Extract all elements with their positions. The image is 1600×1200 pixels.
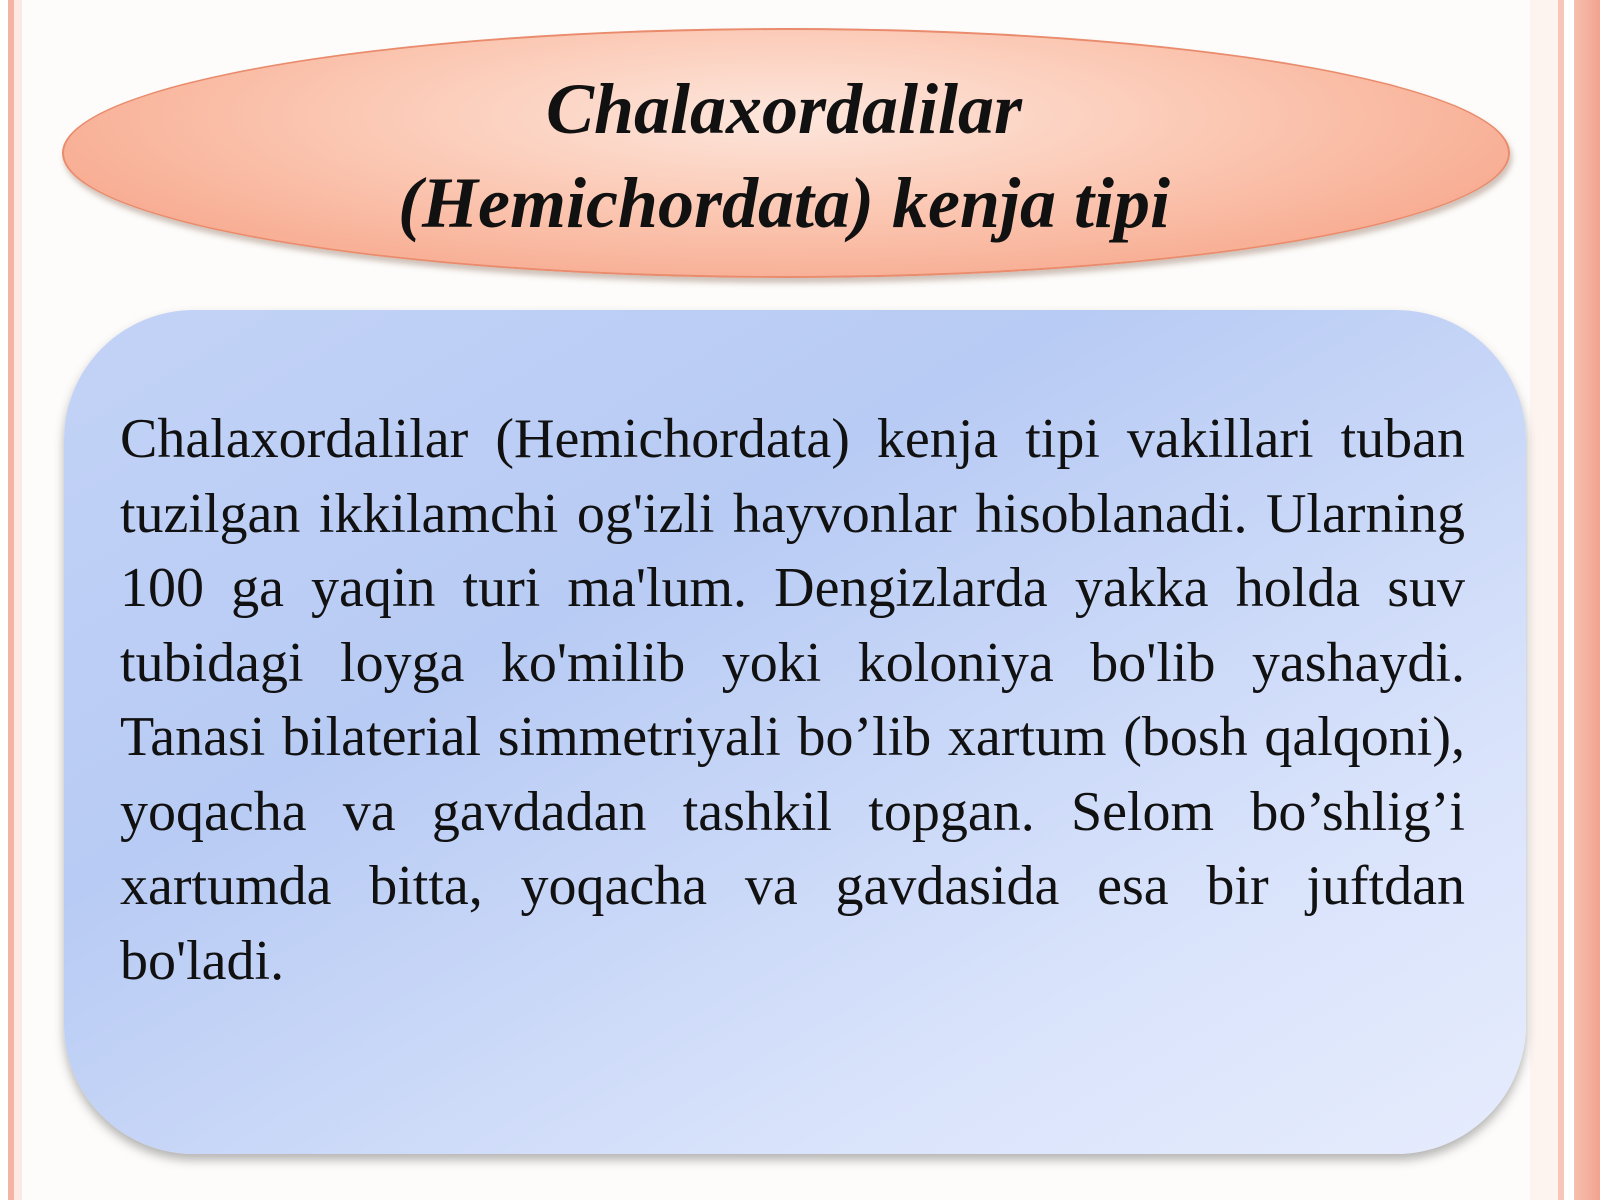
slide-title-line-1: Chalaxordalilar: [545, 69, 1023, 149]
slide-title: [62, 62, 1506, 250]
left-decorative-border: [0, 0, 22, 1200]
slide-title-line-2: (Hemichordata) kenja tipi: [398, 163, 1170, 243]
right-decorative-border: [1530, 0, 1600, 1200]
body-paragraph: Chalaxordalilar (Hemichordata) kenja tipi vakillari tuban tuzilgan ikkilamchi og'izli hayvonlar hisoblanadi. Ularning 100 ga yaqin turi ma'lum. Dengizlarda yakka holda suv tubidagi loyga ko'milib yoki koloniya bo'lib yashaydi. Tanasi bilaterial simmetriyali bo’lib xartum (bosh qalqoni), yoqacha va gavdadan tashkil topgan. Selom bo’shlig’i xartumda bitta, yoqacha va gavdasida esa bir juftdan bo'ladi.: [120, 408, 1465, 992]
